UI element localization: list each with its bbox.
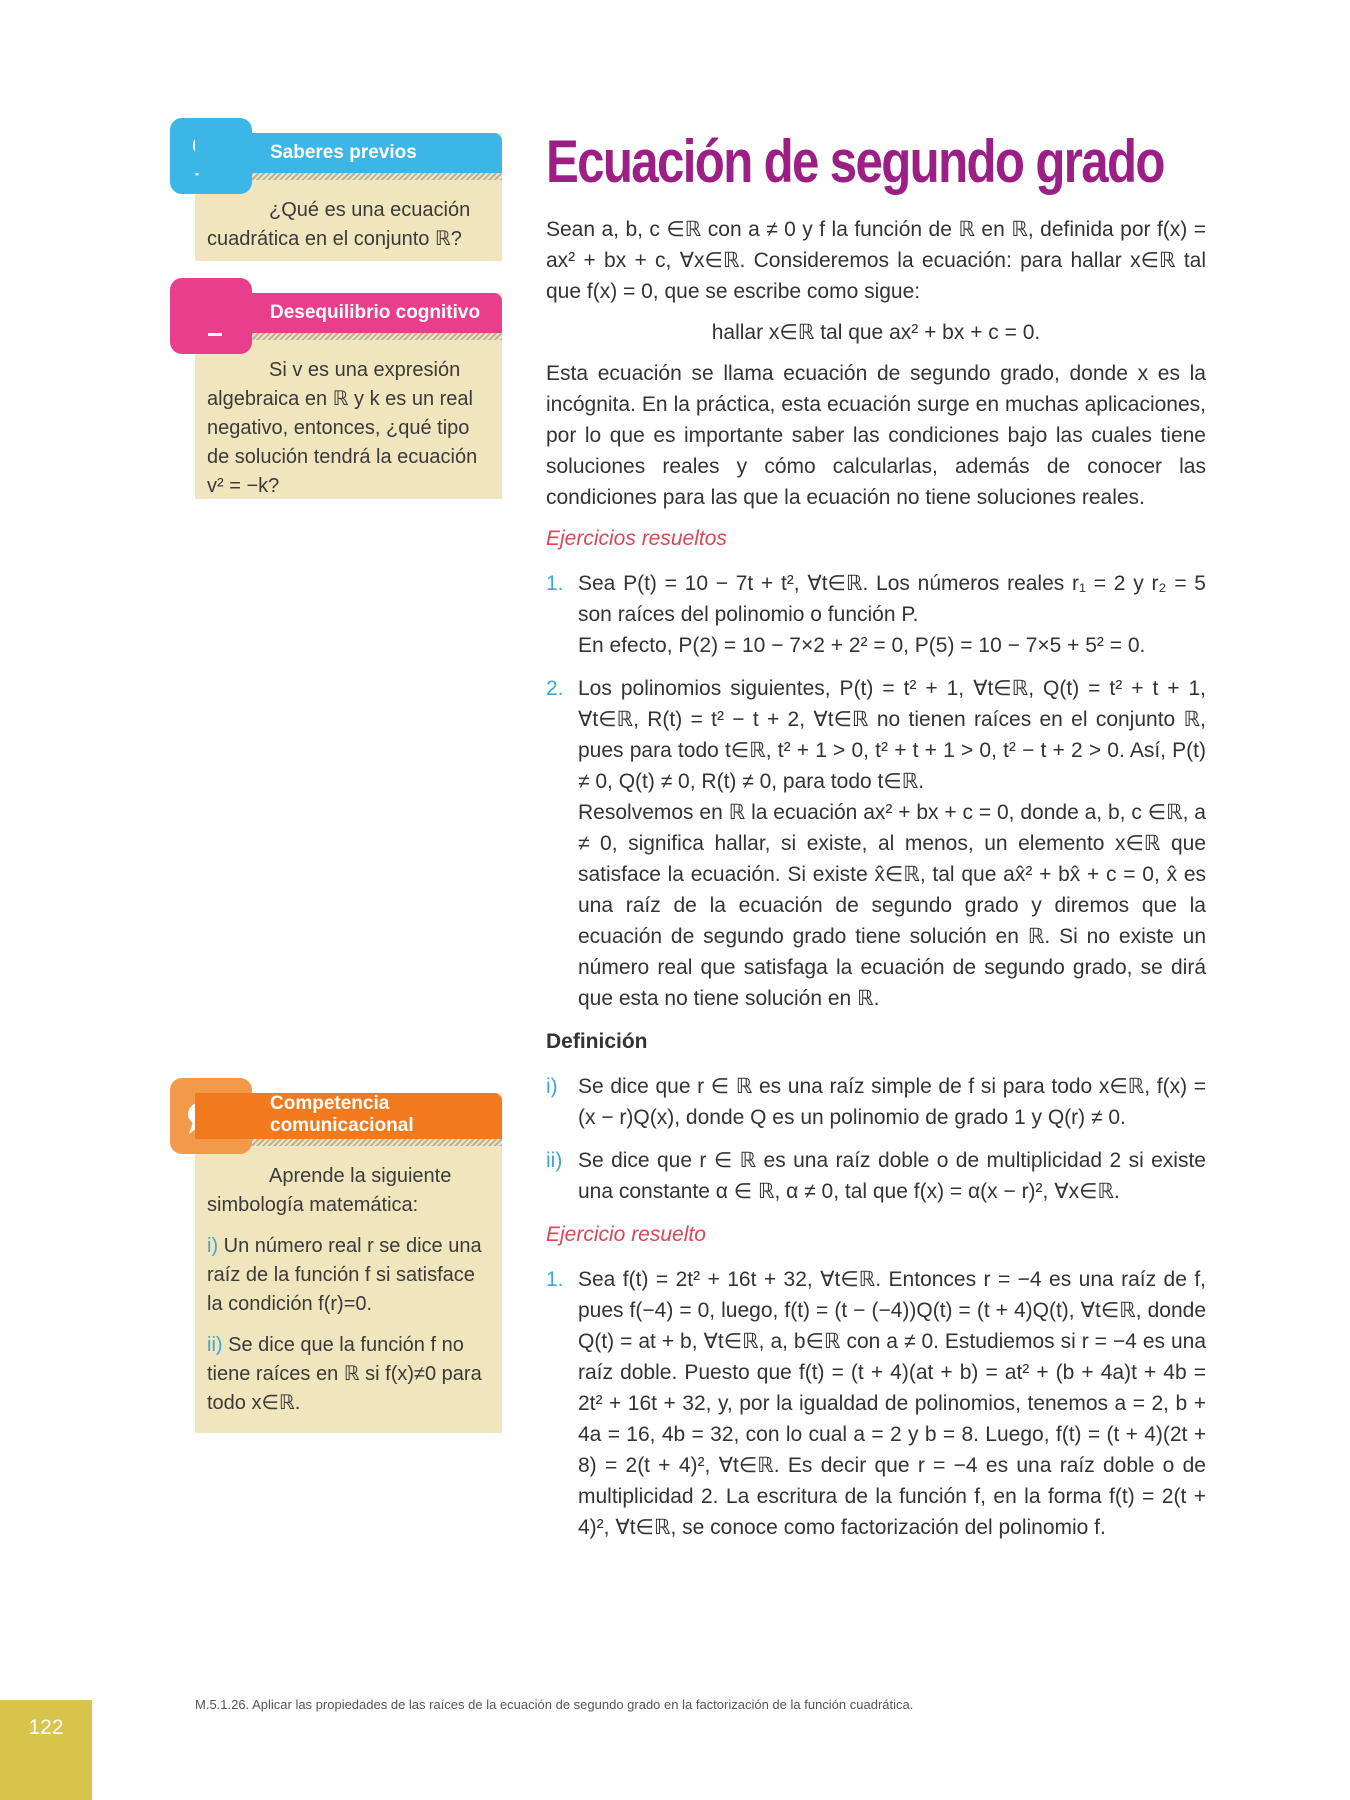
main-column	[546, 120, 1206, 1555]
definition-2-text: Se dice que r ∈ ℝ es una raíz doble o de multiplicidad 2 si existe una constante α ∈ ℝ, α ≠ 0, tal que f(x) = α(x − r)², ∀x∈ℝ.	[578, 1149, 1206, 1203]
page-number-box	[0, 1700, 92, 1800]
exercise-1-text: Sea P(t) = 10 − 7t + t², ∀t∈ℝ. Los números reales r₁ = 2 y r₂ = 5 son raíces del polinomio o función P.	[578, 572, 1206, 626]
definition-heading: Definición	[546, 1030, 648, 1053]
intro-paragraph: Sean a, b, c ∈ℝ con a ≠ 0 y f la función de ℝ en ℝ, definida por f(x) = ax² + bx + c, ∀x∈ℝ. Consideremos la ecuación: para hallar x∈ℝ tal que f(x) = 0, que se escribe como sigue:	[546, 218, 1206, 303]
desequilibrio-cognitivo-box	[195, 293, 502, 499]
saberes-previos-header: Saberes previos	[195, 133, 502, 173]
section-heading-ejercicio-resuelto: Ejercicio resuelto	[546, 1223, 706, 1246]
saberes-previos-text: ¿Qué es una ecuación cuadrática en el conjunto ℝ?	[207, 199, 471, 250]
header-line-2: comunicacional	[270, 1115, 414, 1136]
item-label: ii)	[207, 1334, 223, 1356]
section-heading-ejercicios: Ejercicios resueltos	[546, 527, 727, 550]
competencia-item-2	[207, 1331, 490, 1418]
exercise-2-text: Los polinomios siguientes, P(t) = t² + 1, ∀t∈ℝ, Q(t) = t² + t + 1, ∀t∈ℝ, R(t) = t² − t + 2, ∀t∈ℝ no tienen raíces en el conjunto ℝ, pues para todo t∈ℝ, t² + 1 > 0, t² + t + 1 > 0, t² − t + 2 > 0. Así, P(t) ≠ 0, Q(t) ≠ 0, R(t) ≠ 0, para todo t∈ℝ.	[578, 677, 1206, 793]
exercise-1-proof: En efecto, P(2) = 10 − 7×2 + 2² = 0, P(5) = 10 − 7×5 + 5² = 0.	[578, 634, 1146, 657]
header-line-1: Competencia	[270, 1093, 390, 1114]
page-number: 122	[28, 1716, 64, 1739]
intro-equation: hallar x∈ℝ tal que ax² + bx + c = 0.	[711, 321, 1041, 344]
desequilibrio-cognitivo-text: Si v es una expresión algebraica en ℝ y k es un real negativo, entonces, ¿qué tipo de solución tendrá la ecuación v² = −k?	[207, 359, 478, 497]
exercise-2	[546, 673, 1206, 1014]
item-text: Se dice que la función f no tiene raíces en ℝ si f(x)≠0 para todo x∈ℝ.	[207, 1334, 482, 1414]
page-title: Ecuación de segundo grado	[546, 128, 1164, 195]
item-text: Un número real r se dice una raíz de la función f si satisface la condición f(r)=0.	[207, 1235, 482, 1315]
competencia-intro: Aprende la siguiente simbología matemática:	[207, 1165, 452, 1216]
exercise-2-explanation: Resolvemos en ℝ la ecuación ax² + bx + c = 0, donde a, b, c ∈ℝ, a ≠ 0, significa hallar, si existe, al menos, un elemento x∈ℝ que satisface la ecuación. Si existe x̂∈ℝ, tal que ax̂² + bx̂ + c = 0, x̂ es una raíz de la ecuación de segundo grado y diremos que la ecuación de segundo grado tiene solución en ℝ. Si no existe un número real que satisfaga la ecuación de segundo grado, se dirá que esta no tiene solución en ℝ.	[578, 801, 1206, 1010]
curriculum-footnote: M.5.1.26. Aplicar las propiedades de las raíces de la ecuación de segundo grado en la factorización de la función cuadrática.	[195, 1697, 914, 1712]
desequilibrio-cognitivo-header: Desequilibrio cognitivo	[195, 293, 502, 333]
exercise-3	[546, 1264, 1206, 1543]
definition-2	[546, 1145, 1206, 1207]
saberes-previos-box	[195, 133, 502, 261]
competencia-comunicacional-header	[195, 1093, 502, 1139]
item-number: i)	[546, 1075, 558, 1098]
item-label: i)	[207, 1235, 219, 1257]
item-number: 2.	[546, 677, 564, 700]
competencia-comunicacional-box	[195, 1093, 502, 1433]
item-number: 1.	[546, 1268, 564, 1291]
definition-1	[546, 1071, 1206, 1133]
competencia-item-1	[207, 1232, 490, 1319]
exercise-3-text: Sea f(t) = 2t² + 16t + 32, ∀t∈ℝ. Entonces r = −4 es una raíz de f, pues f(−4) = 0, luego, f(t) = (t − (−4))Q(t) = (t + 4)Q(t), ∀t∈ℝ, donde Q(t) = at + b, ∀t∈ℝ, a, b∈ℝ con a ≠ 0. Estudiemos si r = −4 es una raíz doble. Puesto que f(t) = (t + 4)(at + b) = at² + (b + 4a)t + 4b = 2t² + 16t + 32, y, por la igualdad de polinomios, tenemos a = 2, b + 4a = 16, 4b = 32, con lo cual a = 2 y b = 8. Luego, f(t) = (t + 4)(2t + 8) = 2(t + 4)², ∀t∈ℝ. Es decir que r = −4 es una raíz doble o de multiplicidad 2. La escritura de la función f, en la forma f(t) = 2(t + 4)², ∀t∈ℝ, se conoce como factorización del polinomio f.	[578, 1268, 1206, 1539]
exercise-1	[546, 568, 1206, 661]
item-number: ii)	[546, 1149, 563, 1172]
intro-paragraph-2: Esta ecuación se llama ecuación de segundo grado, donde x es la incógnita. En la práctica, esta ecuación surge en muchas aplicaciones, por lo que es importante saber las condiciones bajo las cuales tiene soluciones reales y cómo calcularlas, además de conocer las condiciones para las que la ecuación no tiene soluciones reales.	[546, 362, 1206, 509]
definition-1-text: Se dice que r ∈ ℝ es una raíz simple de f si para todo x∈ℝ, f(x) = (x − r)Q(x), donde Q es un polinomio de grado 1 y Q(r) ≠ 0.	[578, 1075, 1206, 1129]
item-number: 1.	[546, 572, 564, 595]
